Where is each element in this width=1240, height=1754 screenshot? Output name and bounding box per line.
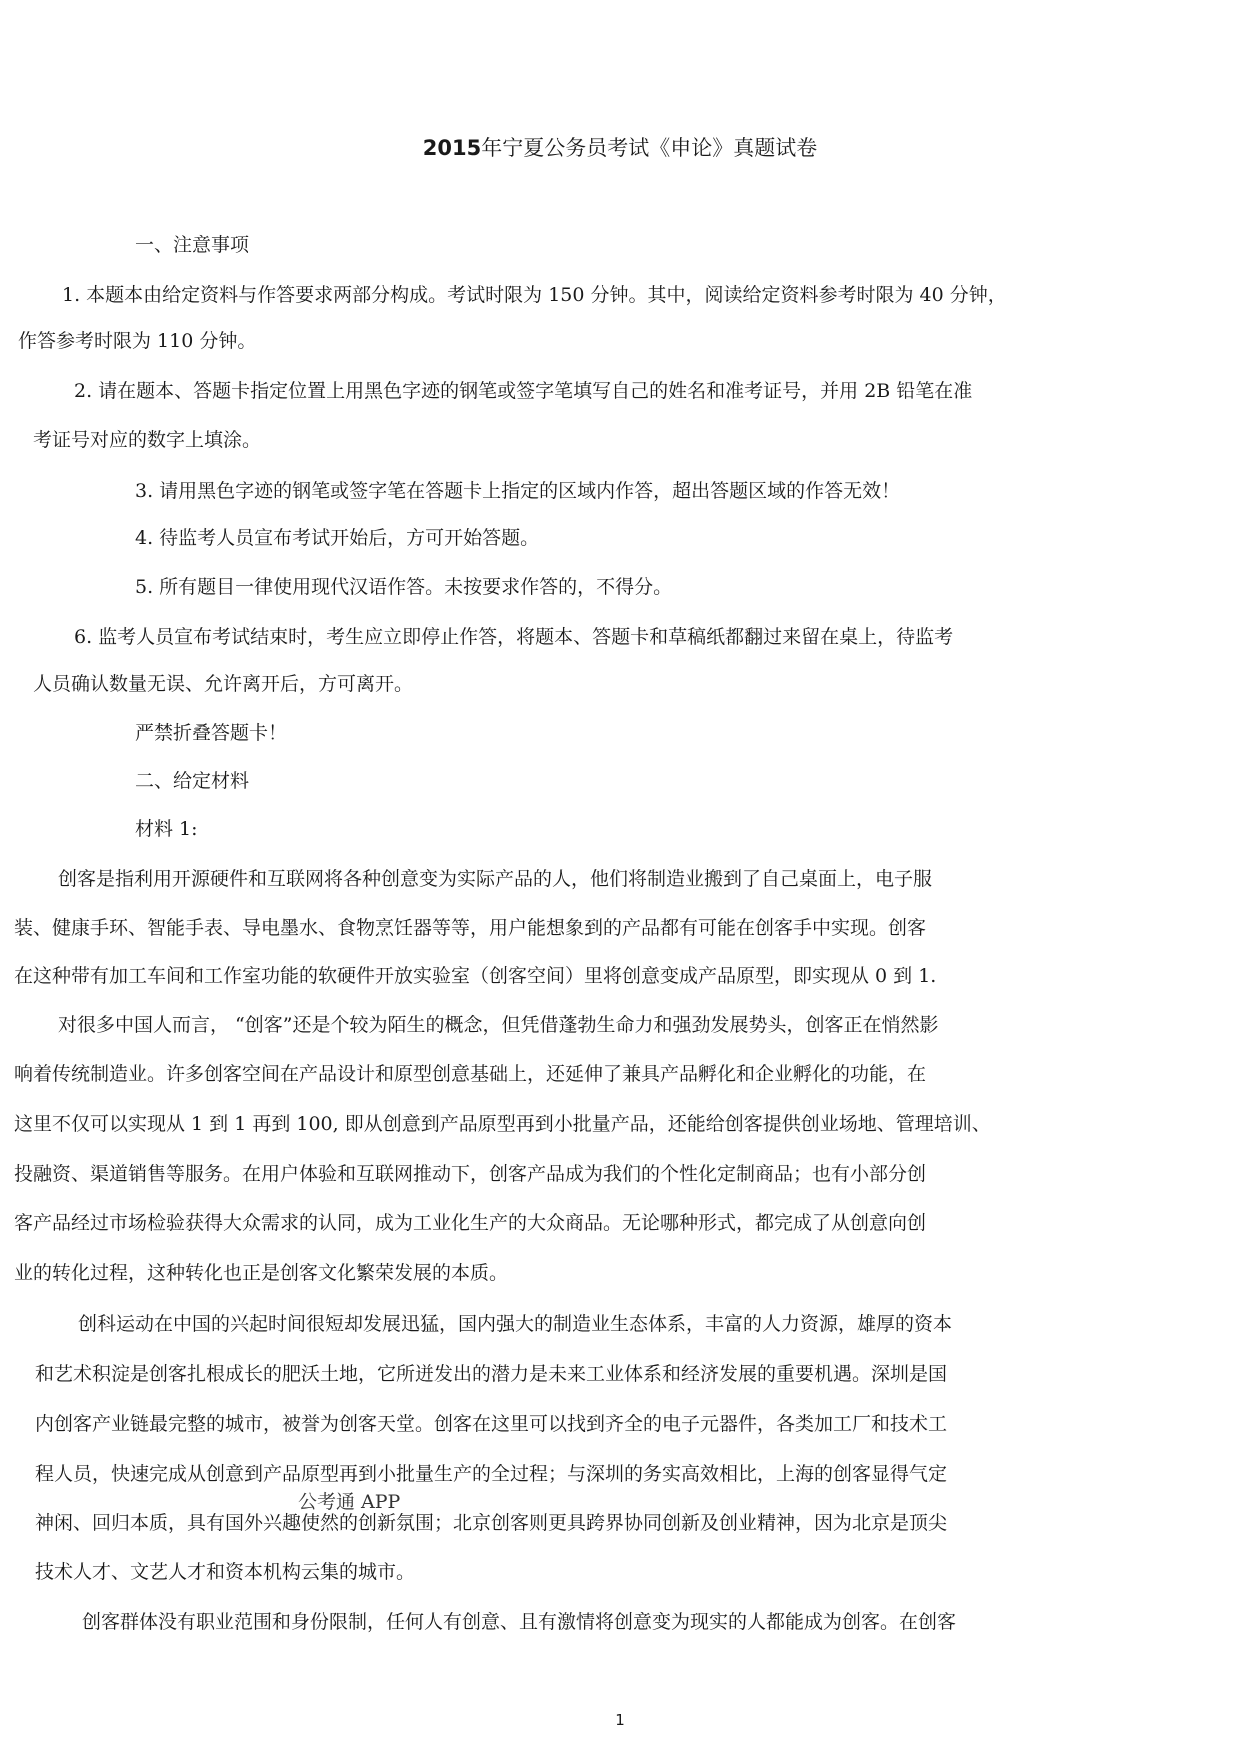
- note-5: 5. 所有题目一律使用现代汉语作答。未按要求作答的，不得分。: [135, 576, 673, 598]
- section-heading-notes: 一、注意事项: [135, 234, 250, 256]
- material-p1-line-3: 在这种带有加工车间和工作室功能的软硬件开放实验室（创客空间）里将创意变成产品原型，即实现从 0 到 1.: [14, 965, 937, 987]
- material-p2-line-1: 对很多中国人而言， “创客”还是个较为陌生的概念，但凭借蓬勃生命力和强劲发展势头，创客正在悄然影: [58, 1014, 939, 1036]
- material-p3-line-4: 程人员，快速完成从创意到产品原型再到小批量生产的全过程；与深圳的务实高效相比，上海的创客显得气定: [35, 1463, 948, 1485]
- page-number: 1: [615, 1711, 625, 1729]
- note-2-line-1: 2. 请在题本、答题卡指定位置上用黑色字迹的钢笔或签字笔填写自己的姓名和准考证号，并用 2B 铅笔在准: [74, 380, 973, 402]
- material-p4-line-1: 创客群体没有职业范围和身份限制，任何人有创意、且有激情将创意变为现实的人都能成为创客。在创客: [82, 1611, 957, 1633]
- note-2-line-2: 考证号对应的数字上填涂。: [33, 429, 262, 451]
- title-text: 年宁夏公务员考试《申论》真题试卷: [481, 136, 818, 160]
- material-p2-line-5: 客产品经过市场检验获得大众需求的认同，成为工业化生产的大众商品。无论哪种形式，都完成了从创意向创: [14, 1212, 927, 1234]
- material-p3-line-3: 内创客产业链最完整的城市，被誉为创客天堂。创客在这里可以找到齐全的电子元器件，各类加工厂和技术工: [35, 1413, 948, 1435]
- watermark-text: 公考通 APP: [298, 1491, 401, 1513]
- note-3: 3. 请用黑色字迹的钢笔或签字笔在答题卡上指定的区域内作答，超出答题区域的作答无效！: [135, 480, 901, 502]
- material-p2-line-2: 响着传统制造业。许多创客空间在产品设计和原型创意基础上，还延伸了兼具产品孵化和企业孵化的功能，在: [14, 1063, 927, 1085]
- material-p3-line-5: 神闲、回归本质，具有国外兴趣使然的创新氛围；北京创客则更具跨界协同创新及创业精神，因为北京是顶尖: [35, 1512, 948, 1534]
- section-heading-materials: 二、给定材料: [135, 770, 250, 792]
- material-p1-line-1: 创客是指利用开源硬件和互联网将各种创意变为实际产品的人，他们将制造业搬到了自己桌面上，电子服: [58, 868, 933, 890]
- title-year: 2015: [422, 136, 482, 160]
- material-label: 材料 1:: [135, 818, 198, 840]
- material-p2-line-6: 业的转化过程，这种转化也正是创客文化繁荣发展的本质。: [14, 1262, 509, 1284]
- material-p2-line-3: 这里不仅可以实现从 1 到 1 再到 100, 即从创意到产品原型再到小批量产品，还能给创客提供创业场地、管理培训、: [14, 1113, 991, 1135]
- material-p1-line-2: 装、健康手环、智能手表、导电墨水、食物烹饪器等等，用户能想象到的产品都有可能在创客手中实现。创客: [14, 917, 927, 939]
- note-1-line-1: 1. 本题本由给定资料与作答要求两部分构成。考试时限为 150 分钟。其中，阅读给定资料参考时限为 40 分钟，: [62, 284, 1007, 306]
- note-6-line-2: 人员确认数量无误、允许离开后，方可离开。: [33, 673, 414, 695]
- note-1-line-2: 作答参考时限为 110 分钟。: [18, 330, 257, 352]
- document-title: [0, 133, 1240, 163]
- note-6-line-1: 6. 监考人员宣布考试结束时，考生应立即停止作答，将题本、答题卡和草稿纸都翻过来留在桌上，待监考: [74, 626, 954, 648]
- material-p2-line-4: 投融资、渠道销售等服务。在用户体验和互联网推动下，创客产品成为我们的个性化定制商品；也有小部分创: [14, 1163, 927, 1185]
- fold-warning: 严禁折叠答题卡！: [135, 722, 288, 744]
- material-p3-line-2: 和艺术积淀是创客扎根成长的肥沃土地，它所迸发出的潜力是未来工业体系和经济发展的重要机遇。深圳是国: [35, 1363, 948, 1385]
- note-4: 4. 待监考人员宣布考试开始后，方可开始答题。: [135, 527, 540, 549]
- material-p3-line-1: 创科运动在中国的兴起时间很短却发展迅猛，国内强大的制造业生态体系，丰富的人力资源，雄厚的资本: [78, 1313, 953, 1335]
- material-p3-line-6: 技术人才、文艺人才和资本机构云集的城市。: [35, 1561, 416, 1583]
